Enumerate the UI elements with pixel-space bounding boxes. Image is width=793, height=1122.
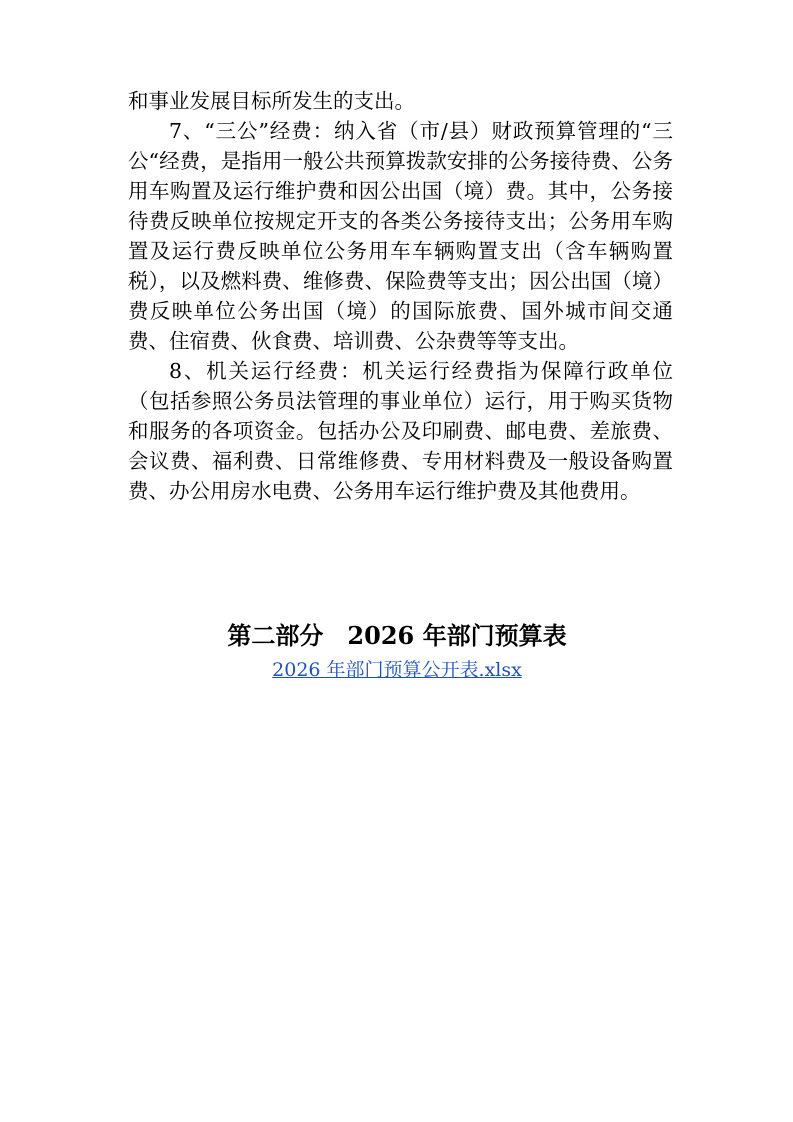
- paragraph-continuation: 和事业发展目标所发生的支出。: [128, 89, 415, 113]
- attachment-link[interactable]: 2026 年部门预算公开表.xlsx: [272, 659, 522, 681]
- body-text: [128, 86, 673, 506]
- section-heading: 第二部分 2026 年部门预算表: [227, 621, 567, 650]
- paragraph-san-gong-expenses: 7、“三公”经费：纳入省（市/县）财政预算管理的“三公“经费，是指用一般公共预算拨款安排的公务接待费、公务用车购置及运行维护费和因公出国（境）费。其中，公务接待费反映单位按规定开支的各类公务接待支出；公务用车购置及运行费反映单位公务用车车辆购置支出（含车辆购置税），以及燃料费、维修费、保险费等支出；因公出国（境）费反映单位公务出国（境）的国际旅费、国外城市间交通费、住宿费、伙食费、培训费、公杂费等等支出。: [128, 119, 673, 353]
- paragraph-operating-expenses: 8、机关运行经费：机关运行经费指为保障行政单位（包括参照公务员法管理的事业单位）运行，用于购买货物和服务的各项资金。包括办公及印刷费、邮电费、差旅费、会议费、福利费、日常维修费、专用材料费及一般设备购置费、办公用房水电费、公务用车运行维护费及其他费用。: [128, 359, 673, 503]
